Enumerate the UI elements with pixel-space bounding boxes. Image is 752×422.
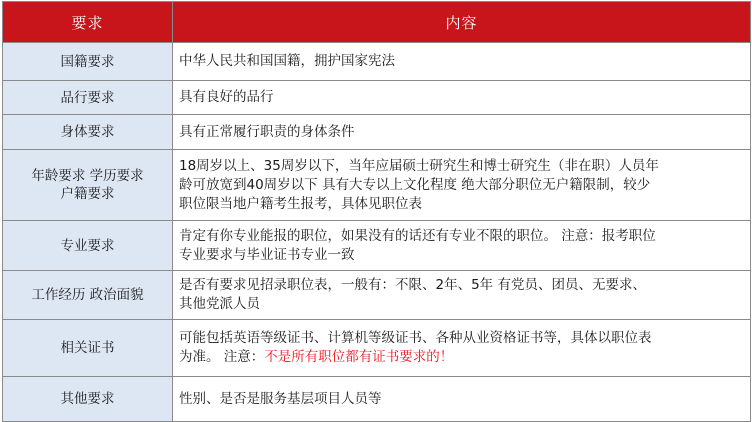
row-key: 品行要求 [3, 81, 173, 115]
row-key: 身体要求 [3, 115, 173, 150]
table-row-age-education-residence [3, 150, 751, 221]
row-key: 其他要求 [3, 377, 173, 422]
row-value-line: 18周岁以上、35周岁以下，当年应届硕士研究生和博士研究生（非在职）人员年 [179, 157, 659, 174]
row-value [173, 320, 751, 377]
row-value: 中华人民共和国国籍，拥护国家宪法 [173, 43, 751, 81]
row-value: 性别、是否是服务基层项目人员等 [173, 377, 751, 422]
row-value [173, 271, 751, 320]
row-value-line: 肯定有你专业能报的职位，如果没有的话还有专业不限的职位。 注意：报考职位 [179, 227, 656, 244]
table-row-health [3, 115, 751, 150]
certificate-warning: 不是所有职位都有证书要求的！ [264, 349, 454, 365]
row-key: 工作经历 政治面貌 [3, 271, 173, 320]
row-key-line: 户籍要求 [60, 186, 115, 202]
row-key-line: 年龄要求 学历要求 [31, 168, 144, 184]
row-value-line [179, 348, 744, 367]
row-value [173, 221, 751, 271]
requirements-table [2, 1, 751, 422]
row-value-line: 可能包括英语等级证书、计算机等级证书、各种从业资格证书等，具体以职位表 [179, 330, 652, 346]
row-value: 具有良好的品行 [173, 81, 751, 115]
row-key: 相关证书 [3, 320, 173, 377]
header-requirement: 要求 [3, 2, 173, 43]
table-row-other [3, 377, 751, 422]
table-row-certificates [3, 320, 751, 377]
table-row-experience-politics [3, 271, 751, 320]
row-value: 具有正常履行职责的身体条件 [173, 115, 751, 150]
row-value-line: 职位限当地户籍考生报考，具体见职位表 [179, 195, 422, 212]
row-key [3, 150, 173, 221]
certificate-note: 为准。 注意： [179, 349, 265, 365]
table-header-row [3, 2, 751, 43]
table-row-nationality [3, 43, 751, 81]
header-content: 内容 [173, 2, 751, 43]
table-row-major [3, 221, 751, 271]
row-value-line: 专业要求与毕业证书专业一致 [179, 246, 355, 263]
table-row-conduct [3, 81, 751, 115]
row-value-line: 是否有要求见招录职位表，一般有：不限、2年、5年 有党员、团员、无要求、 [179, 277, 646, 293]
row-value-line: 龄可放宽到40周岁以下 具有大专以上文化程度 绝大部分职位无户籍限制，较少 [179, 176, 651, 193]
row-key: 专业要求 [3, 221, 173, 271]
row-value-line: 其他党派人员 [179, 296, 260, 312]
row-key: 国籍要求 [3, 43, 173, 81]
row-value [173, 150, 751, 221]
